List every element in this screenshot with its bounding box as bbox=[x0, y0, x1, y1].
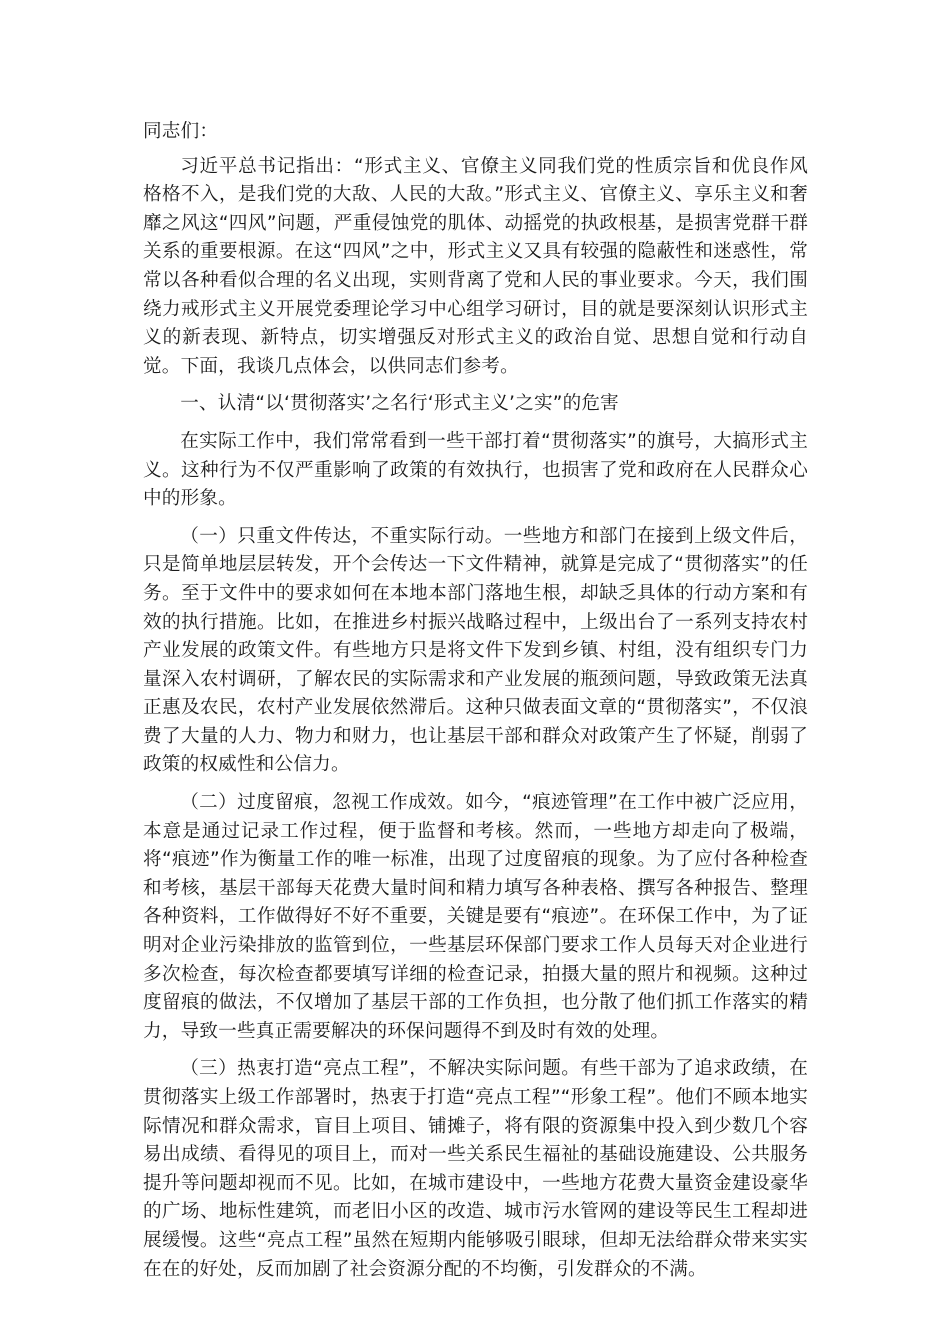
paragraph-point-1: （一）只重文件传达，不重实际行动。一些地方和部门在接到上级文件后，只是简单地层层转发，开个会传达一下文件精神，就算是完成了“贯彻落实”的任务。至于文件中的要求如何在本地本部门落地生根，却缺乏具体的行动方案和有效的执行措施。比如，在推进乡村振兴战略过程中，上级出台了一系列支持农村产业发展的政策文件。有些地方只是将文件下发到乡镇、村组，没有组织专门力量深入农村调研，了解农民的实际需求和产业发展的瓶颈问题，导致政策无法真正惠及农民，农村产业发展依然滞后。这种只做表面文章的“贯彻落实”，不仅浪费了大量的人力、物力和财力，也让基层干部和群众对政策产生了怀疑，削弱了政策的权威性和公信力。 bbox=[143, 525, 808, 776]
paragraph-point-2: （二）过度留痕，忽视工作成效。如今，“痕迹管理”在工作中被广泛应用，本意是通过记录工作过程，便于监督和考核。然而，一些地方却走向了极端，将“痕迹”作为衡量工作的唯一标准，出现了过度留痕的现象。为了应付各种检查和考核，基层干部每天花费大量时间和精力填写各种表格、撰写各种报告、整理各种资料，工作做得好不好不重要，关键是要有“痕迹”。在环保工作中，为了证明对企业污染排放的监管到位，一些基层环保部门要求工作人员每天对企业进行多次检查，每次检查都要填写详细的检查记录，拍摄大量的照片和视频。这种过度留痕的做法，不仅增加了基层干部的工作负担，也分散了他们抓工作落实的精力，导致一些真正需要解决的环保问题得不到及时有效的处理。 bbox=[143, 792, 808, 1042]
paragraph-intro: 习近平总书记指出：“形式主义、官僚主义同我们党的性质宗旨和优良作风格格不入，是我们党的大敌、人民的大敌。”形式主义、官僚主义、享乐主义和奢靡之风这“四风”问题，严重侵蚀党的肌体、动摇党的执政根基，是损害党群干群关系的重要根源。在这“四风”之中，形式主义又具有较强的隐蔽性和迷惑性，常常以各种看似合理的名义出现，实则背离了党和人民的事业要求。今天，我们围绕力戒形式主义开展党委理论学习中心组学习研讨，目的就是要深刻认识形式主义的新表现、新特点，切实增强反对形式主义的政治自觉、思想自觉和行动自觉。下面，我谈几点体会，以供同志们参考。 bbox=[143, 155, 808, 377]
paragraph-point-3: （三）热衷打造“亮点工程”，不解决实际问题。有些干部为了追求政绩，在贯彻落实上级工作部署时，热衷于打造“亮点工程”“形象工程”。他们不顾本地实际情况和群众需求，盲目上项目、铺摊子，将有限的资源集中投入到少数几个容易出成绩、看得见的项目上，而对一些关系民生福祉的基础设施建设、公共服务提升等问题却视而不见。比如，在城市建设中，一些地方花费大量资金建设豪华的广场、地标性建筑，而老旧小区的改造、城市污水管网的建设等民生工程却进展缓慢。这些“亮点工程”虽然在短期内能够吸引眼球，但却无法给群众带来实实在在的好处，反而加剧了社会资源分配的不均衡，引发群众的不满。 bbox=[143, 1058, 808, 1280]
document-body bbox=[143, 118, 808, 1284]
salutation: 同志们： bbox=[143, 121, 219, 142]
paragraph-section-intro: 在实际工作中，我们常常看到一些干部打着“贯彻落实”的旗号，大搞形式主义。这种行为不仅严重影响了政策的有效执行，也损害了党和政府在人民群众心中的形象。 bbox=[143, 430, 808, 510]
section-heading-1: 一、认清“以‘贯彻落实’之名行‘形式主义’之实”的危害 bbox=[180, 393, 619, 415]
